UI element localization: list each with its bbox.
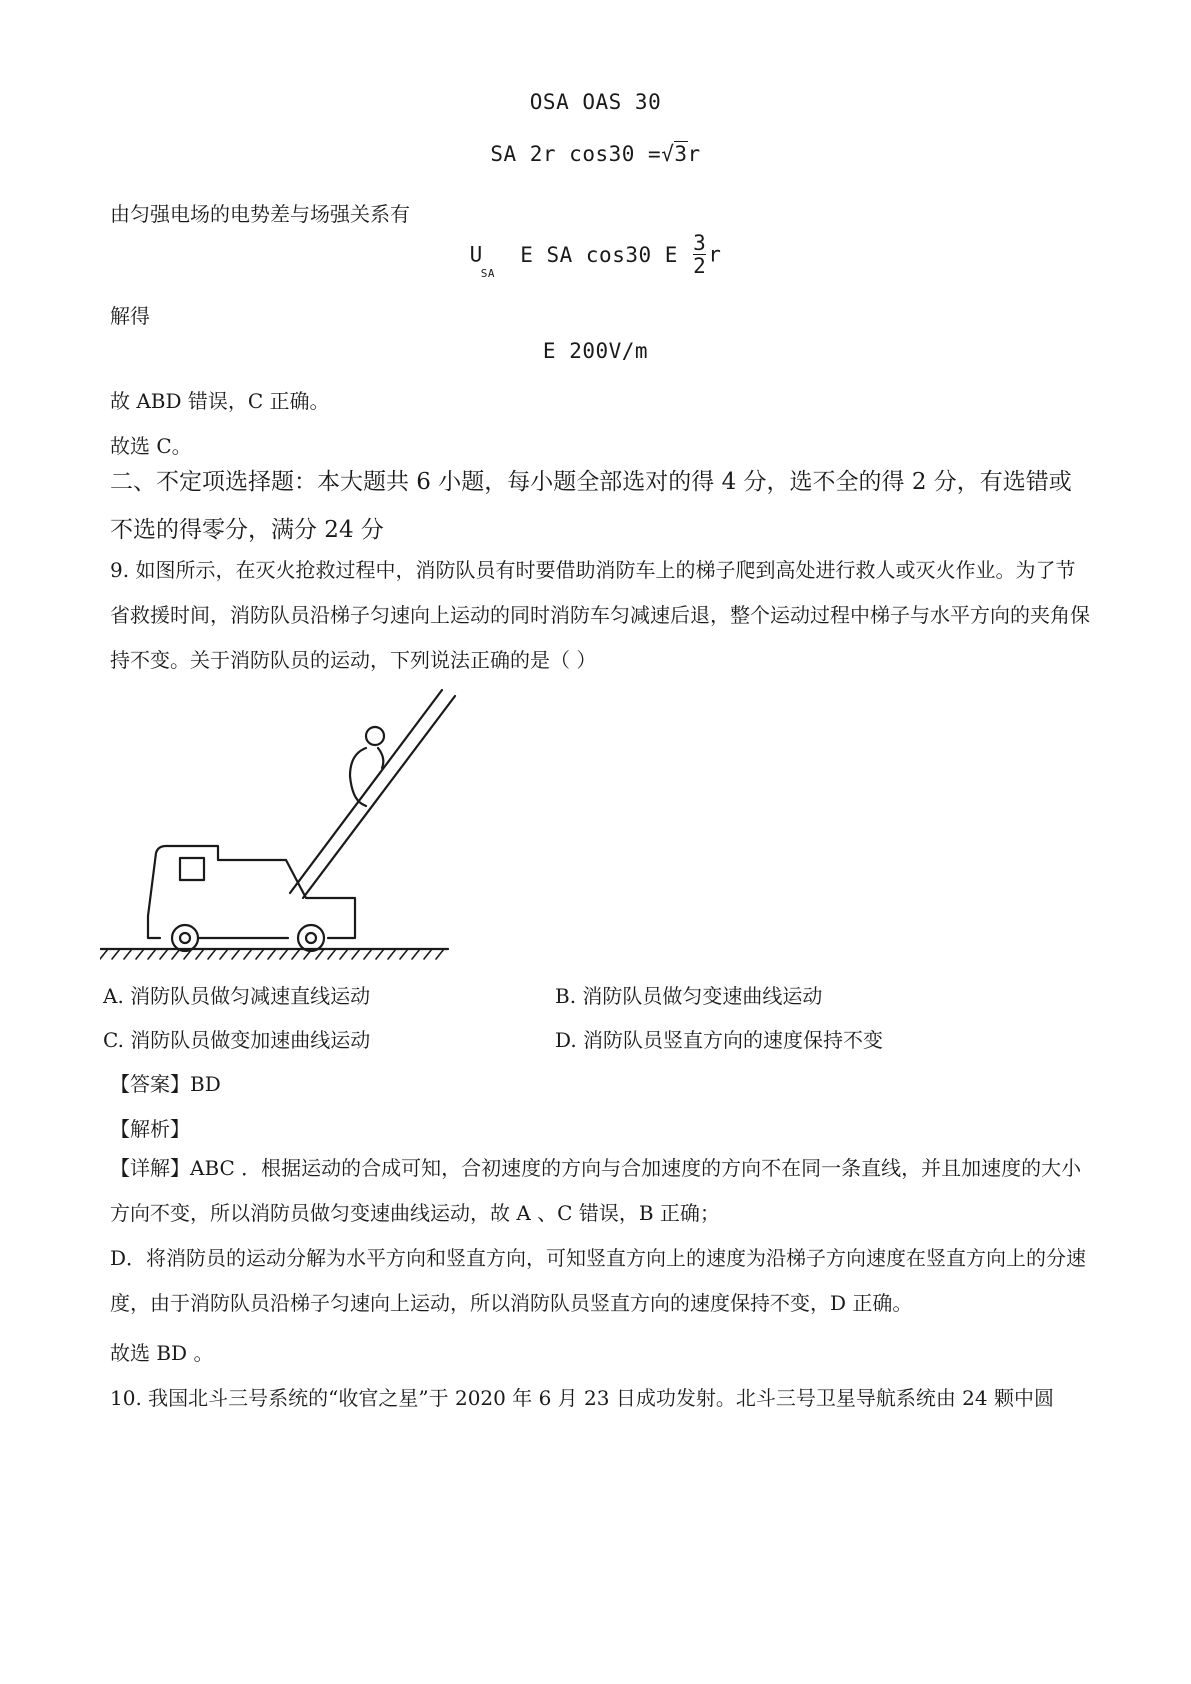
relation-text: 由匀强电场的电势差与场强关系有 [110,202,410,226]
front-wheel [172,925,198,951]
choose-bd-text: 故选 BD 。 [110,1341,214,1365]
option-c: C. 消防队员做变加速曲线运动 [103,1028,371,1052]
equation-e: E 200V/m [542,339,649,363]
fraction-numerator: 3 [693,231,707,255]
fraction [693,232,706,277]
fraction-denominator: 2 [693,254,707,279]
equation-sa-left: SA 2r cos30 = [490,142,662,166]
equation-sa-right: r [687,142,701,166]
conclusion-text: 故 ABD 错误，C 正确。 [110,389,330,413]
firefighter-figure [350,727,384,806]
ground-hatch [100,949,444,959]
answer-text: 【答案】BD [110,1072,221,1096]
equation-usa [0,232,1191,292]
sqrt-symbol: √ [661,142,675,166]
detail-d: D．将消防员的运动分解为水平方向和竖直方向，可知竖直方向上的速度为沿梯子方向速度在竖直方向上的分速度，由于消防队员沿梯子匀速向上运动，所以消防队员竖直方向的速度保持不变，D 正确。 [110,1246,1087,1315]
analysis-title: 【解析】 [110,1117,190,1141]
option-b: B. 消防队员做匀变速曲线运动 [555,984,823,1008]
equation-usa-r: r [708,242,722,267]
option-d: D. 消防队员竖直方向的速度保持不变 [555,1028,884,1052]
choose-c-text: 故选 C。 [110,434,192,458]
option-a: A. 消防队员做匀减速直线运动 [103,984,371,1008]
ladder-rail-left [290,690,442,893]
solve-text: 解得 [110,304,150,328]
equation-usa-sub: SA [480,266,496,280]
equation-sa [0,142,1191,166]
ladder-rail-right [303,696,455,898]
truck-window [180,858,204,880]
equation-angle: OSA OAS 30 [529,90,662,114]
question-10-stem: 10. 我国北斗三号系统的“收官之星”于 2020 年 6 月 23 日成功发射。北斗三号卫星导航系统由 24 颗中圆 [110,1386,1054,1410]
equation-usa-mid: E SA cos30 E [520,242,678,267]
fire-truck-illustration [100,688,460,968]
detail-abc: 【详解】ABC ．根据运动的合成可知，合初速度的方向与合加速度的方向不在同一条直线，并且加速度的大小方向不变，所以消防员做匀变速曲线运动，故 A 、C 错误，B 正确； [110,1156,1082,1225]
equation-sa-radicand: 3 [674,142,688,166]
equation-usa-u: U [469,242,483,267]
section-heading: 二、不定项选择题：本大题共 6 小题，每小题全部选对的得 4 分，选不全的得 2 分，有选错或不选的得零分，满分 24 分 [110,469,1072,543]
rear-wheel [298,925,324,951]
question-9-stem: 9. 如图所示，在灭火抢救过程中，消防队员有时要借助消防车上的梯子爬到高处进行救人或灭火作业。为了节省救援时间，消防队员沿梯子匀速向上运动的同时消防车匀减速后退，整个运动过程中梯子与水平方向的夹角保持不变。关于消防队员的运动，下列说法正确的是（ ） [110,558,1090,672]
